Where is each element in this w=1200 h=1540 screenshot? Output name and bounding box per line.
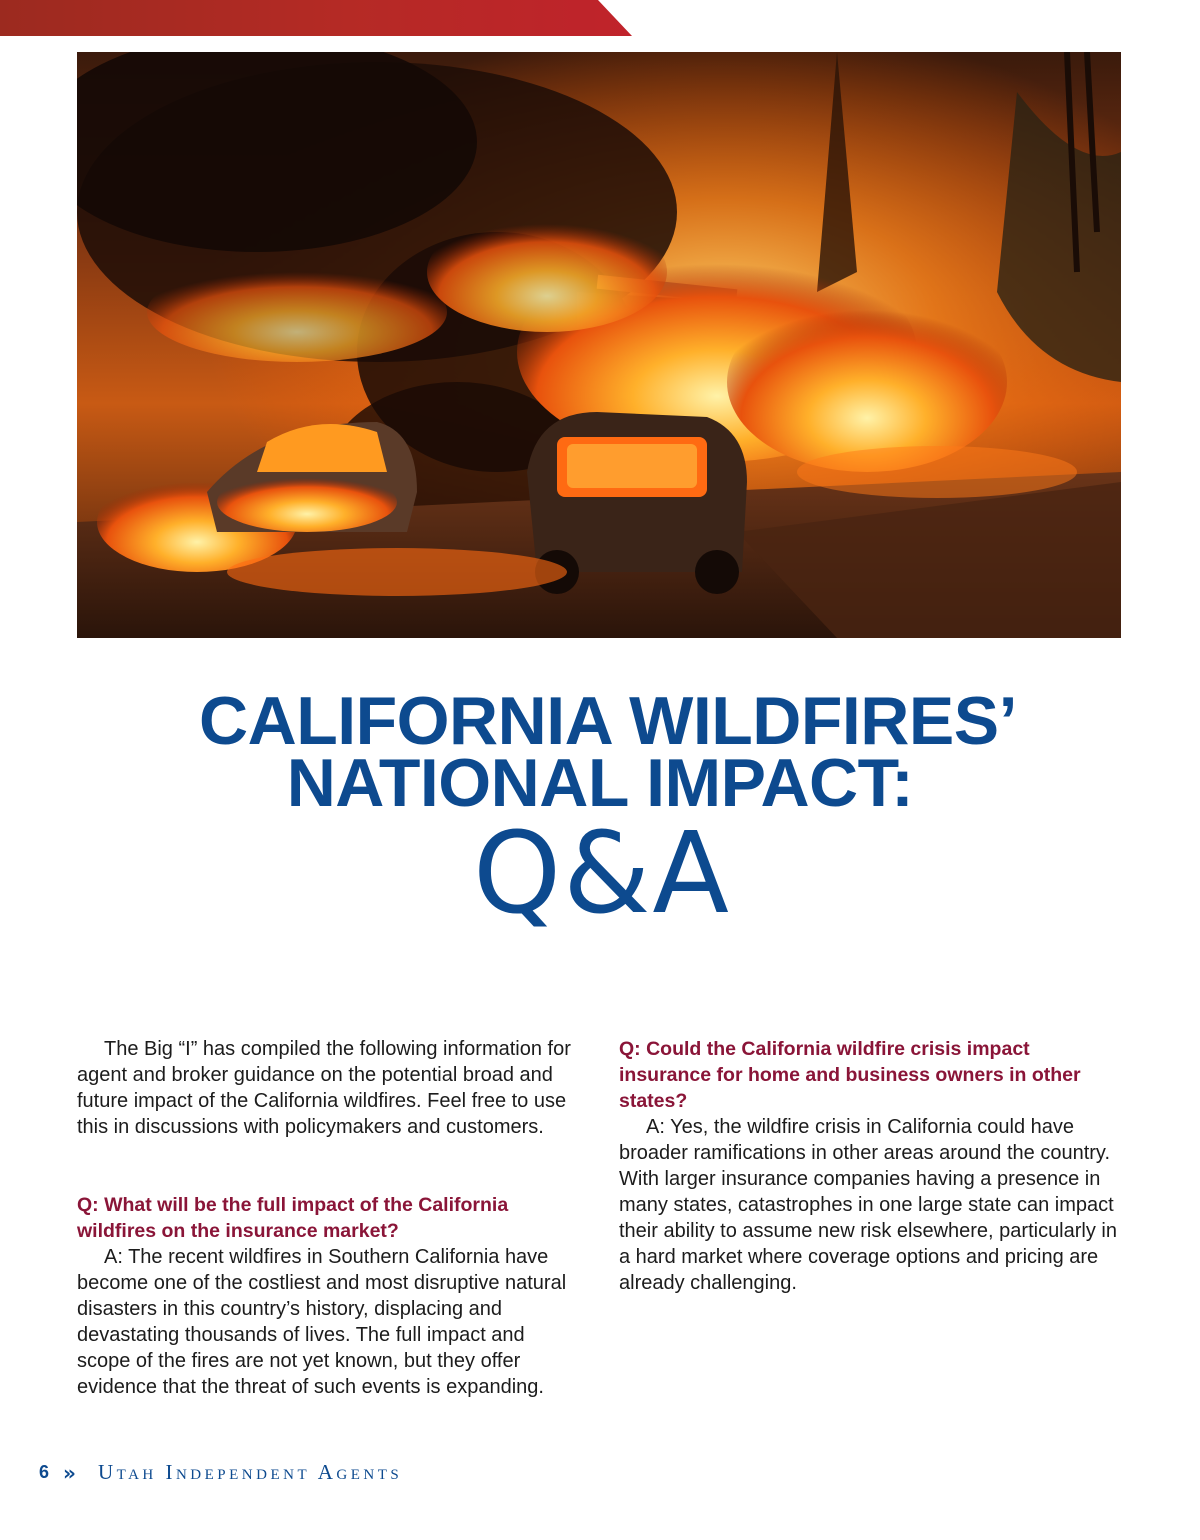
left-column bbox=[77, 1036, 581, 1400]
page-number: 6 bbox=[39, 1462, 50, 1482]
answer-1: A: The recent wildfires in Southern California have become one of the costliest and most disruptive natural disasters in this country’s history, displacing and devastating thousands of lives. The full impact and scope of the fires are not yet known, but they offer evidence that the threat of such events is expanding. bbox=[77, 1246, 567, 1398]
question-2: Q: Could the California wildfire crisis impact insurance for home and business owners in other states? bbox=[619, 1038, 1081, 1112]
right-column bbox=[619, 1036, 1119, 1296]
intro-paragraph: The Big “I” has compiled the following information for agent and broker guidance on the potential broad and future impact of the California wildfires. Feel free to use this in discussions with policymakers and customers. bbox=[77, 1038, 571, 1138]
double-chevron-icon: » bbox=[63, 1460, 76, 1485]
answer-2: A: Yes, the wildfire crisis in California could have broader ramifications in other areas around the country. With larger insurance companies having a presence in many states, catastrophes in one large state can impact their ability to assume new risk elsewhere, particularly in a hard market where coverage options and pricing are already challenging. bbox=[619, 1116, 1117, 1294]
top-banner bbox=[0, 0, 632, 36]
headline-line2: NATIONAL IMPACT: bbox=[286, 745, 914, 821]
headline bbox=[0, 683, 1200, 939]
headline-line3: Q&A bbox=[472, 809, 732, 939]
publication-name: Utah Independent Agents bbox=[97, 1460, 403, 1484]
wildfire-illustration bbox=[77, 52, 1121, 638]
page-footer bbox=[39, 1460, 402, 1485]
hero-photo bbox=[77, 52, 1121, 638]
headline-line1: CALIFORNIA WILDFIRES’ bbox=[198, 683, 1018, 759]
question-1: Q: What will be the full impact of the California wildfires on the insurance market? bbox=[77, 1194, 509, 1242]
spacer bbox=[77, 1140, 581, 1192]
